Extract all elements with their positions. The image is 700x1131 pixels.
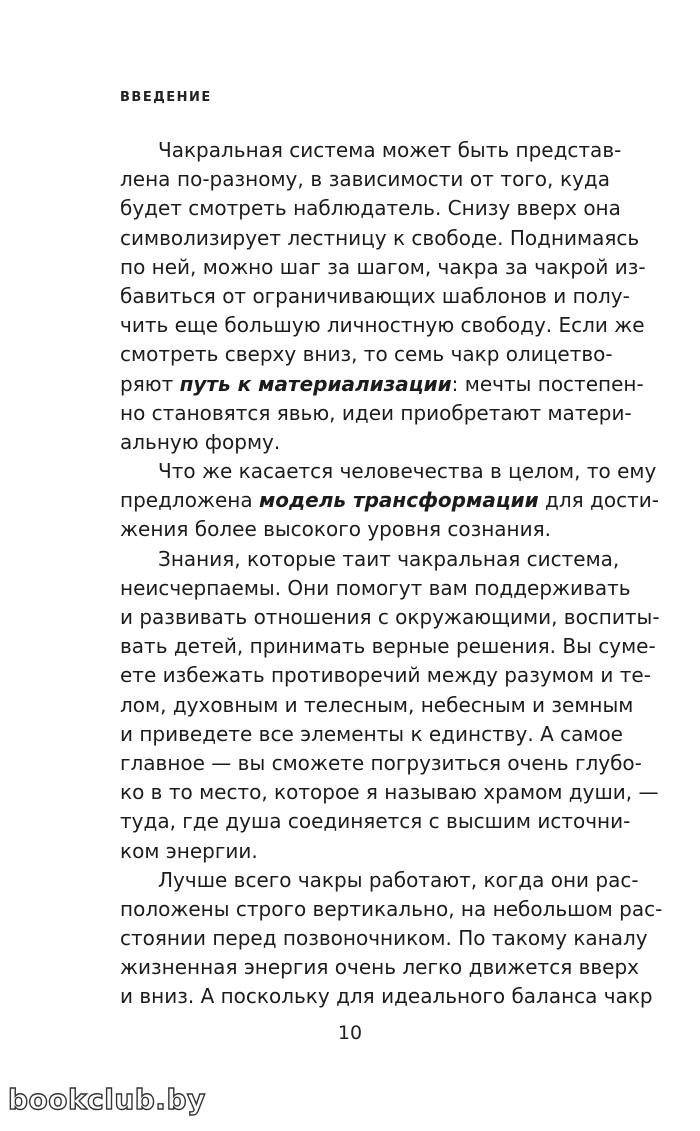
emphasis-term: путь к материализации (179, 371, 452, 396)
text-line (120, 370, 644, 399)
text-line: бавиться от ограничивающих шаблонов и полу- (120, 283, 630, 308)
text-line: Лучше всего чакры работают, когда они рас- (158, 867, 639, 892)
text-line: по ней, можно шаг за шагом, чакра за чакрой из- (120, 254, 646, 279)
text-fragment: предложена (120, 488, 259, 513)
text-fragment: ряют (120, 371, 180, 396)
text-line: альную форму. (120, 429, 281, 454)
text-line: символизирует лестницу к свободе. Поднимаясь (120, 225, 640, 250)
text-line: вать детей, принимать верные решения. Вы суме- (120, 634, 656, 659)
text-line (120, 486, 659, 515)
text-line: стоянии перед позвоночником. По такому каналу (120, 926, 648, 951)
text-line: и вниз. А поскольку для идеального баланса чакр (120, 984, 653, 1009)
text-line: но становятся явью, идеи приобретают матери- (120, 400, 632, 425)
text-line: туда, где душа соединяется с высшим источни- (120, 809, 631, 834)
emphasis-term: модель трансформации (258, 488, 539, 513)
text-line: и развивать отношения с окружающими, воспиты- (120, 605, 660, 629)
text-line: будет смотреть наблюдатель. Снизу вверх она (120, 196, 621, 221)
text-line: ком энергии. (120, 838, 258, 863)
text-line: чить еще большую личностную свободу. Если же (120, 313, 645, 338)
watermark: bookclub.by (8, 1083, 206, 1116)
text-line: лом, духовным и телесным, небесным и земным (120, 692, 634, 717)
text-line: положены строго вертикально, на небольшом рас- (120, 896, 663, 921)
text-line: и приведете все элементы к единству. А самое (120, 721, 623, 746)
text-fragment: : мечты постепен- (451, 371, 644, 396)
text-line: жизненная энергия очень легко движется вверх (120, 955, 640, 980)
text-fragment: для дости- (538, 488, 659, 513)
text-line: ете избежать противоречий между разумом и те- (120, 663, 651, 688)
text-line: смотреть сверху вниз, то семь чакр олицетво- (120, 342, 613, 367)
text-line: главное — вы сможете погрузиться очень глубо- (120, 750, 642, 775)
page-number: 10 (337, 1022, 363, 1044)
text-line: лена по-разному, в зависимости от того, куда (120, 167, 610, 192)
text-line: Чакральная система может быть представ- (158, 138, 622, 162)
text-line: неисчерпаемы. Они помогут вам поддерживать (120, 575, 631, 600)
text-line: Что же касается человечества в целом, то ему (158, 459, 657, 484)
running-header: ВВЕДЕНИЕ (120, 90, 212, 105)
text-line: жения более высокого уровня сознания. (120, 517, 552, 542)
body-text (120, 136, 663, 1012)
text-line: ко в то место, которое я называю храмом души, — (120, 780, 659, 805)
text-line: Знания, которые таит чакральная система, (158, 546, 620, 571)
